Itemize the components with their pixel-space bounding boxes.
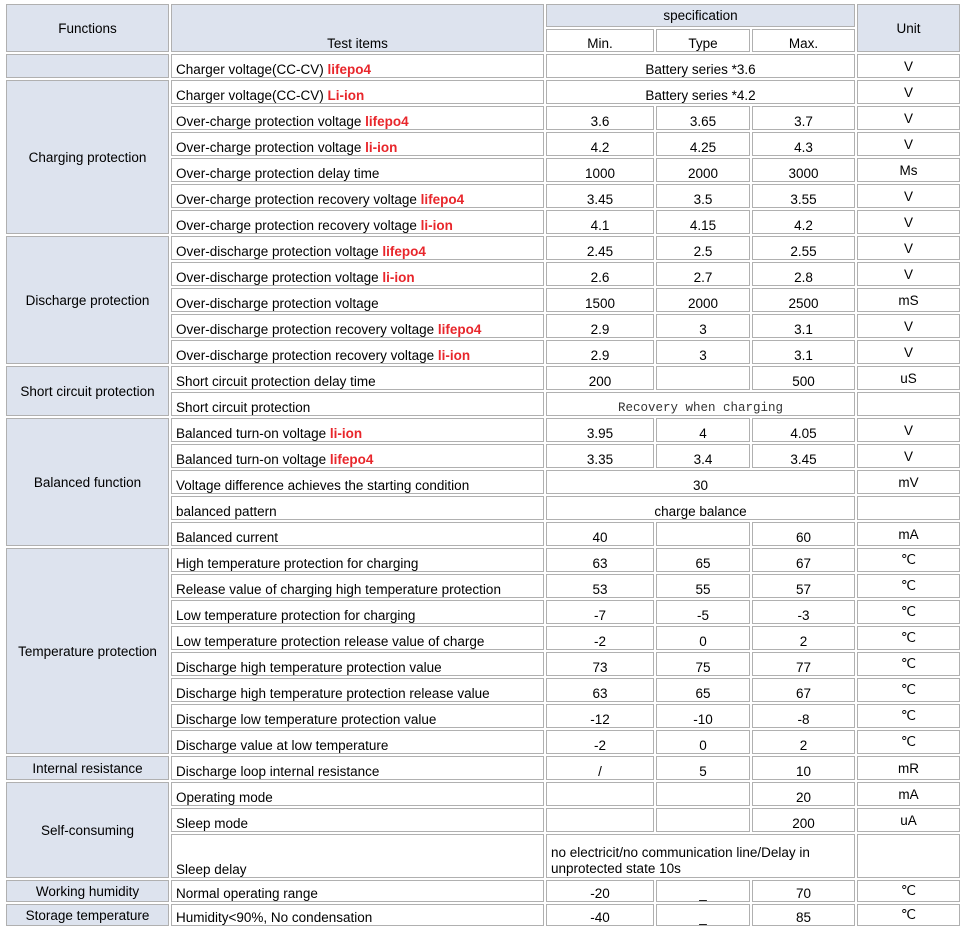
value-max: 2 — [752, 626, 855, 650]
unit: uS — [857, 366, 960, 390]
value-type: 65 — [656, 678, 750, 702]
value-max: 77 — [752, 652, 855, 676]
test-item: Discharge high temperature protection value — [171, 652, 544, 676]
unit: V — [857, 340, 960, 364]
value-max: 4.2 — [752, 210, 855, 234]
value-type — [656, 522, 750, 546]
test-item: Over-charge protection recovery voltage li-ion — [171, 210, 544, 234]
value-type: 3.4 — [656, 444, 750, 468]
spec-span: charge balance — [546, 496, 855, 520]
function-discharge-protection: Discharge protection — [6, 236, 169, 364]
value-type: _ — [656, 904, 750, 926]
spec-span: no electricit/no communication line/Delay in unprotected state 10s — [546, 834, 855, 878]
test-item: Discharge loop internal resistance — [171, 756, 544, 780]
value-max: 2.55 — [752, 236, 855, 260]
table-row — [6, 418, 960, 442]
value-min: -12 — [546, 704, 654, 728]
unit: ℃ — [857, 574, 960, 598]
test-item: Charger voltage(CC-CV) lifepo4 — [171, 54, 544, 78]
value-min — [546, 782, 654, 806]
test-item: Low temperature protection for charging — [171, 600, 544, 624]
value-min: 3.95 — [546, 418, 654, 442]
value-type: 2000 — [656, 288, 750, 312]
test-item: Over-charge protection voltage lifepo4 — [171, 106, 544, 130]
table-row — [6, 904, 960, 926]
value-type: 2000 — [656, 158, 750, 182]
header-specification: specification — [546, 4, 855, 27]
value-min: 4.2 — [546, 132, 654, 156]
value-type: 3.5 — [656, 184, 750, 208]
value-max: 10 — [752, 756, 855, 780]
unit: V — [857, 184, 960, 208]
table-row — [6, 782, 960, 806]
function-working-humidity: Working humidity — [6, 880, 169, 902]
value-max: -8 — [752, 704, 855, 728]
value-min: -2 — [546, 626, 654, 650]
chemistry-tag: lifepo4 — [329, 452, 374, 467]
test-item: Short circuit protection — [171, 392, 544, 416]
function-temperature-protection: Temperature protection — [6, 548, 169, 754]
value-type: 0 — [656, 626, 750, 650]
value-type: 2.7 — [656, 262, 750, 286]
value-min: 2.9 — [546, 314, 654, 338]
value-type: 4.25 — [656, 132, 750, 156]
function-self-consuming: Self-consuming — [6, 782, 169, 878]
test-item: Discharge low temperature protection value — [171, 704, 544, 728]
header-test-items: Test items — [171, 4, 544, 52]
test-item: Over-charge protection delay time — [171, 158, 544, 182]
value-min: 73 — [546, 652, 654, 676]
test-item: Over-discharge protection recovery voltage li-ion — [171, 340, 544, 364]
unit: uA — [857, 808, 960, 832]
value-min: 2.6 — [546, 262, 654, 286]
test-item: Operating mode — [171, 782, 544, 806]
value-max: 2 — [752, 730, 855, 754]
chemistry-tag: lifepo4 — [365, 114, 409, 129]
header-unit: Unit — [857, 4, 960, 52]
value-max: 3.45 — [752, 444, 855, 468]
header-type: Type — [656, 29, 750, 52]
value-min: 2.9 — [546, 340, 654, 364]
unit: mS — [857, 288, 960, 312]
unit: V — [857, 314, 960, 338]
value-max: 3000 — [752, 158, 855, 182]
unit: mA — [857, 782, 960, 806]
value-min: 1500 — [546, 288, 654, 312]
chemistry-tag: li-ion — [365, 140, 398, 155]
value-min: 200 — [546, 366, 654, 390]
chemistry-tag: lifepo4 — [382, 244, 426, 259]
test-item: Normal operating range — [171, 880, 544, 902]
value-type: 3 — [656, 314, 750, 338]
value-min: -7 — [546, 600, 654, 624]
unit: ℃ — [857, 626, 960, 650]
unit: V — [857, 132, 960, 156]
header-functions: Functions — [6, 4, 169, 52]
test-item: Humidity<90%, No condensation — [171, 904, 544, 926]
test-item: Discharge high temperature protection release value — [171, 678, 544, 702]
value-type: 2.5 — [656, 236, 750, 260]
value-type: 5 — [656, 756, 750, 780]
value-max: 2.8 — [752, 262, 855, 286]
test-item: Balanced turn-on voltage li-ion — [171, 418, 544, 442]
value-min: 4.1 — [546, 210, 654, 234]
value-min — [546, 808, 654, 832]
value-type: 3.65 — [656, 106, 750, 130]
value-max: 200 — [752, 808, 855, 832]
value-type: _ — [656, 880, 750, 902]
value-min: 53 — [546, 574, 654, 598]
unit: V — [857, 262, 960, 286]
value-max: 3.1 — [752, 314, 855, 338]
unit: V — [857, 236, 960, 260]
unit: ℃ — [857, 652, 960, 676]
value-max: -3 — [752, 600, 855, 624]
unit: Ms — [857, 158, 960, 182]
value-min: 3.35 — [546, 444, 654, 468]
value-max: 4.3 — [752, 132, 855, 156]
value-type: 65 — [656, 548, 750, 572]
spec-span: Battery series *4.2 — [546, 80, 855, 104]
chemistry-tag: li-ion — [382, 270, 415, 285]
chemistry-tag: lifepo4 — [420, 192, 465, 207]
value-type: -10 — [656, 704, 750, 728]
function-charging-protection: Charging protection — [6, 80, 169, 234]
value-min: -20 — [546, 880, 654, 902]
value-min: 2.45 — [546, 236, 654, 260]
value-max: 60 — [752, 522, 855, 546]
table-row — [6, 236, 960, 260]
unit: V — [857, 80, 960, 104]
spec-span: 30 — [546, 470, 855, 494]
test-item: Over-discharge protection recovery voltage lifepo4 — [171, 314, 544, 338]
unit: V — [857, 444, 960, 468]
value-type: 4.15 — [656, 210, 750, 234]
unit: V — [857, 106, 960, 130]
chemistry-tag: li-ion — [420, 218, 453, 233]
specification-table — [4, 2, 960, 928]
unit: ℃ — [857, 880, 960, 902]
header-min: Min. — [546, 29, 654, 52]
function-balanced-function: Balanced function — [6, 418, 169, 546]
chemistry-tag: lifepo4 — [437, 322, 482, 337]
unit: mA — [857, 522, 960, 546]
value-max: 4.05 — [752, 418, 855, 442]
unit: V — [857, 418, 960, 442]
value-max: 500 — [752, 366, 855, 390]
table-row — [6, 880, 960, 902]
value-min: -2 — [546, 730, 654, 754]
value-max: 67 — [752, 678, 855, 702]
value-type — [656, 808, 750, 832]
value-max: 70 — [752, 880, 855, 902]
unit: V — [857, 54, 960, 78]
table-row — [6, 548, 960, 572]
test-item: Voltage difference achieves the starting condition — [171, 470, 544, 494]
test-item: Release value of charging high temperature protection — [171, 574, 544, 598]
unit: mV — [857, 470, 960, 494]
function-cell-empty — [6, 54, 169, 78]
value-min: 63 — [546, 678, 654, 702]
value-max: 2500 — [752, 288, 855, 312]
value-min: 3.45 — [546, 184, 654, 208]
value-min: 40 — [546, 522, 654, 546]
unit — [857, 392, 960, 416]
test-item: Over-discharge protection voltage lifepo4 — [171, 236, 544, 260]
test-item: Over-discharge protection voltage li-ion — [171, 262, 544, 286]
test-item: Sleep mode — [171, 808, 544, 832]
unit — [857, 496, 960, 520]
value-type — [656, 366, 750, 390]
value-type: 4 — [656, 418, 750, 442]
test-item: Over-charge protection voltage li-ion — [171, 132, 544, 156]
test-item: balanced pattern — [171, 496, 544, 520]
unit — [857, 834, 960, 878]
unit: ℃ — [857, 548, 960, 572]
function-storage-temperature: Storage temperature — [6, 904, 169, 926]
test-item: Balanced turn-on voltage lifepo4 — [171, 444, 544, 468]
unit: ℃ — [857, 730, 960, 754]
table-row — [6, 756, 960, 780]
value-min: 63 — [546, 548, 654, 572]
unit: ℃ — [857, 600, 960, 624]
test-item: Over-discharge protection voltage — [171, 288, 544, 312]
spec-span: Battery series *3.6 — [546, 54, 855, 78]
value-max: 67 — [752, 548, 855, 572]
table-row — [6, 80, 960, 104]
value-type: -5 — [656, 600, 750, 624]
unit: ℃ — [857, 904, 960, 926]
test-item: Short circuit protection delay time — [171, 366, 544, 390]
chemistry-tag: lifepo4 — [327, 62, 372, 77]
value-max: 3.55 — [752, 184, 855, 208]
value-min: 3.6 — [546, 106, 654, 130]
unit: mR — [857, 756, 960, 780]
test-item: Charger voltage(CC-CV) Li-ion — [171, 80, 544, 104]
test-item: High temperature protection for charging — [171, 548, 544, 572]
unit: V — [857, 210, 960, 234]
spec-span: Recovery when charging — [546, 392, 855, 416]
value-max: 20 — [752, 782, 855, 806]
function-short-circuit-protection: Short circuit protection — [6, 366, 169, 416]
value-min: / — [546, 756, 654, 780]
chemistry-tag: Li-ion — [327, 88, 365, 103]
table-row — [6, 54, 960, 78]
test-item: Over-charge protection recovery voltage lifepo4 — [171, 184, 544, 208]
value-type: 55 — [656, 574, 750, 598]
value-type: 75 — [656, 652, 750, 676]
value-type — [656, 782, 750, 806]
test-item: Sleep delay — [171, 834, 544, 878]
test-item: Balanced current — [171, 522, 544, 546]
value-min: -40 — [546, 904, 654, 926]
unit: ℃ — [857, 704, 960, 728]
function-internal-resistance: Internal resistance — [6, 756, 169, 780]
chemistry-tag: li-ion — [329, 426, 363, 441]
value-max: 57 — [752, 574, 855, 598]
value-type: 3 — [656, 340, 750, 364]
header-max: Max. — [752, 29, 855, 52]
unit: ℃ — [857, 678, 960, 702]
test-item: Discharge value at low temperature — [171, 730, 544, 754]
test-item: Low temperature protection release value of charge — [171, 626, 544, 650]
value-type: 0 — [656, 730, 750, 754]
value-max: 85 — [752, 904, 855, 926]
value-min: 1000 — [546, 158, 654, 182]
chemistry-tag: li-ion — [437, 348, 471, 363]
value-max: 3.7 — [752, 106, 855, 130]
value-max: 3.1 — [752, 340, 855, 364]
table-row — [6, 366, 960, 390]
